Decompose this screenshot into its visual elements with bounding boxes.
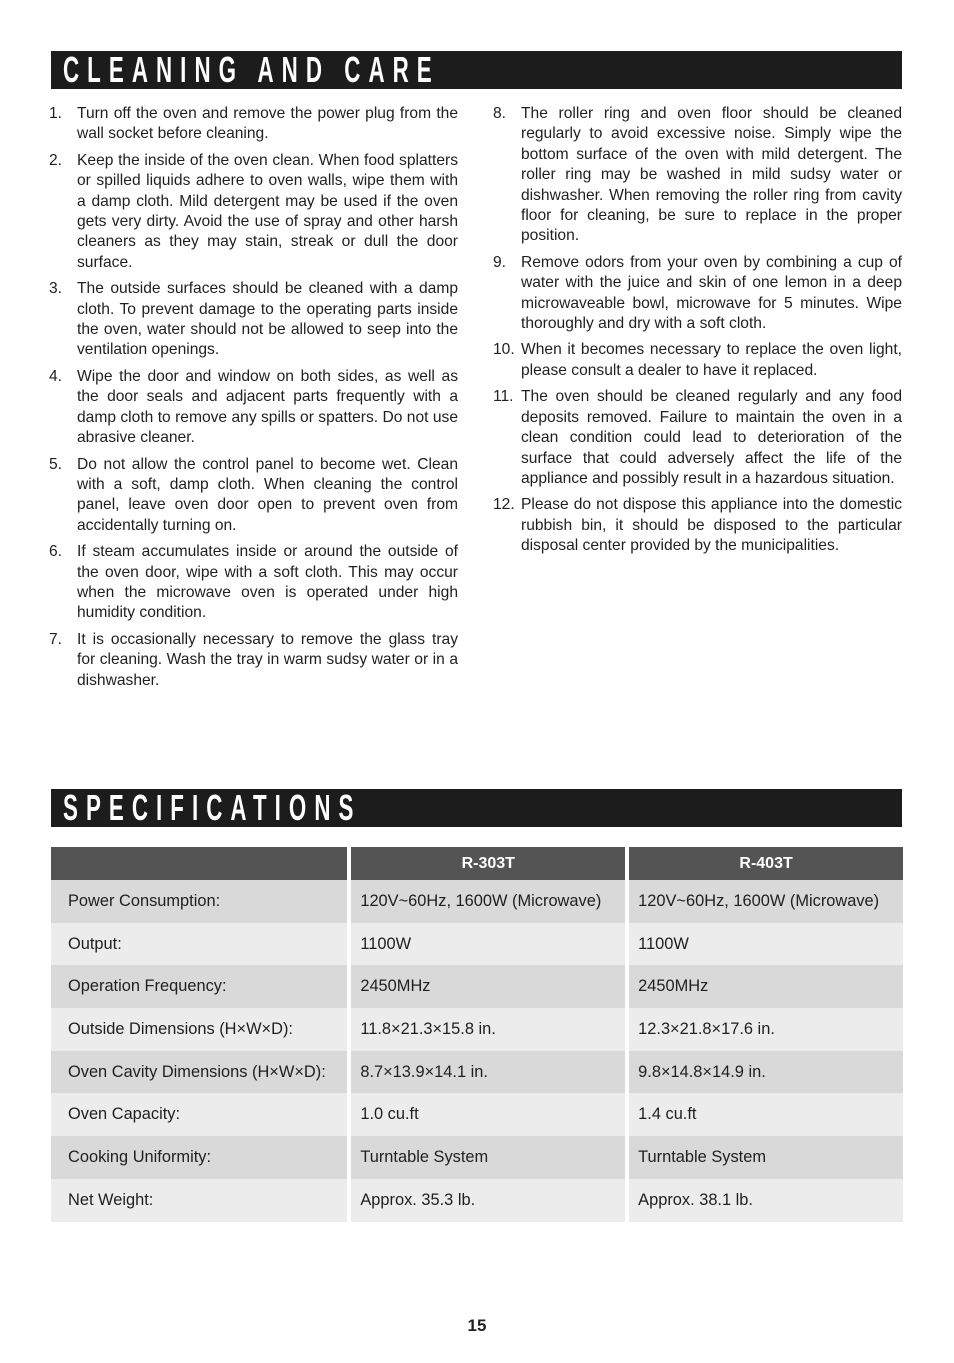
table-row	[51, 1008, 903, 1051]
table-row	[51, 923, 903, 966]
item-text: Remove odors from your oven by combining a cup of water with the juice and skin of one lemon in a deep microwaveable bowl, microwave for 5 minutes. Wipe thoroughly and dry with a soft cloth.	[521, 253, 902, 333]
spec-label: Oven Cavity Dimensions (H×W×D):	[51, 1051, 351, 1094]
table-row	[51, 1136, 903, 1179]
item-number: 8.	[493, 105, 507, 122]
item-text: Please do not dispose this appliance into the domestic rubbish bin, it should be disposed to the particular disposal center provided by the municipalities.	[521, 496, 902, 555]
item-text: Wipe the door and window on both sides, as well as the door seals and adjacent parts frequently with a damp cloth to remove any spills or spatters. Do not use abrasive cleaner.	[77, 367, 458, 447]
spec-label: Output:	[51, 923, 351, 966]
item-number: 11.	[493, 388, 514, 406]
item-text: The oven should be cleaned regularly and any food deposits removed. Failure to maintain the oven in a clean condition could lead to deterioration of the surface that could adversely affect the life of the appliance and possibly result in a hazardous situation.	[521, 388, 902, 487]
spec-value: 9.8×14.8×14.9 in.	[629, 1051, 903, 1094]
item-text: Turn off the oven and remove the power plug from the wall socket before cleaning.	[77, 105, 458, 143]
page-number: 15	[467, 1316, 487, 1335]
spec-value: Turntable System	[629, 1136, 903, 1179]
list-item	[49, 104, 458, 145]
spec-label: Net Weight:	[51, 1179, 351, 1222]
spec-value: 120V~60Hz, 1600W (Microwave)	[629, 880, 903, 923]
item-text: If steam accumulates inside or around the outside of the oven door, wipe with a soft cloth. This may occur when the microwave oven is operated under high humidity condition.	[77, 543, 458, 622]
table-header-row	[51, 847, 903, 880]
list-item	[49, 455, 458, 537]
header-cell-r303t: R-303T	[351, 847, 629, 880]
cleaning-list-right	[493, 104, 902, 563]
list-item	[49, 367, 458, 449]
spec-value: Approx. 35.3 lb.	[351, 1179, 629, 1222]
item-text: It is occasionally necessary to remove the glass tray for cleaning. Wash the tray in warm sudsy water or in a dishwasher.	[77, 630, 458, 689]
item-number: 1.	[49, 105, 63, 122]
spec-label: Oven Capacity:	[51, 1093, 351, 1136]
list-item	[493, 104, 902, 247]
item-text: The outside surfaces should be cleaned with a damp cloth. To prevent damage to the operating parts inside the oven, water should not be allowed to seep into the ventilation openings.	[77, 280, 458, 359]
spec-value: Approx. 38.1 lb.	[629, 1179, 903, 1222]
spec-value: 12.3×21.8×17.6 in.	[629, 1008, 903, 1051]
item-number: 9.	[493, 253, 507, 271]
spec-value: 1100W	[351, 923, 629, 966]
item-number: 4.	[49, 367, 63, 385]
specifications-heading-text: SPECIFICATIONS	[63, 787, 362, 828]
list-item	[49, 151, 458, 273]
item-text: Do not allow the control panel to become wet. Clean with a soft, damp cloth. When cleaning the control panel, leave oven door open to prevent oven from accidentally turning on.	[77, 455, 458, 534]
item-number: 2.	[49, 151, 63, 169]
item-number: 7.	[49, 630, 63, 648]
item-number: 10.	[493, 341, 515, 359]
header-cell-r403t: R-403T	[629, 847, 903, 880]
item-number: 5.	[49, 455, 63, 473]
header-cell	[51, 847, 351, 880]
spec-value: 1.4 cu.ft	[629, 1093, 903, 1136]
spec-value: 1100W	[629, 923, 903, 966]
table-row	[51, 880, 903, 923]
table-row	[51, 1051, 903, 1094]
spec-value: Turntable System	[351, 1136, 629, 1179]
cleaning-heading-text: CLEANING AND CARE	[63, 49, 440, 90]
list-item	[493, 340, 902, 381]
spec-value: 8.7×13.9×14.1 in.	[351, 1051, 629, 1094]
spec-value: 2450MHz	[629, 965, 903, 1008]
spec-label: Outside Dimensions (H×W×D):	[51, 1008, 351, 1051]
cleaning-list-left	[49, 104, 458, 697]
item-number: 6.	[49, 543, 63, 561]
specifications-heading	[51, 789, 902, 827]
spec-value: 2450MHz	[351, 965, 629, 1008]
spec-label: Operation Frequency:	[51, 965, 351, 1008]
item-number: 12.	[493, 496, 515, 514]
specifications-table	[51, 847, 903, 1222]
table-row	[51, 1093, 903, 1136]
spec-label: Cooking Uniformity:	[51, 1136, 351, 1179]
item-text: Keep the inside of the oven clean. When food splatters or spilled liquids adhere to oven walls, wipe them with a damp cloth. Mild detergent may be used if the oven gets very dirty. Avoid the use of spray and other harsh cleaners as they may stain, streak or dull the door surface.	[77, 151, 458, 271]
list-item	[493, 387, 902, 489]
list-item	[493, 253, 902, 335]
list-item	[493, 495, 902, 556]
list-item	[49, 630, 458, 691]
item-text: When it becomes necessary to replace the oven light, please consult a dealer to have it replaced.	[521, 341, 902, 379]
list-item	[49, 279, 458, 361]
item-number: 3.	[49, 280, 63, 298]
table-row	[51, 965, 903, 1008]
spec-label: Power Consumption:	[51, 880, 351, 923]
cleaning-and-care-heading	[51, 51, 902, 89]
spec-value: 1.0 cu.ft	[351, 1093, 629, 1136]
list-item	[49, 542, 458, 624]
spec-value: 120V~60Hz, 1600W (Microwave)	[351, 880, 629, 923]
spec-value: 11.8×21.3×15.8 in.	[351, 1008, 629, 1051]
table-row	[51, 1179, 903, 1222]
item-text: The roller ring and oven floor should be cleaned regularly to avoid excessive noise. Simply wipe the bottom surface of the oven with mild detergent. The roller ring may be washed in mild sudsy water or dishwasher. When removing the roller ring from cavity floor for cleaning, be sure to replace in the proper position.	[521, 105, 902, 245]
